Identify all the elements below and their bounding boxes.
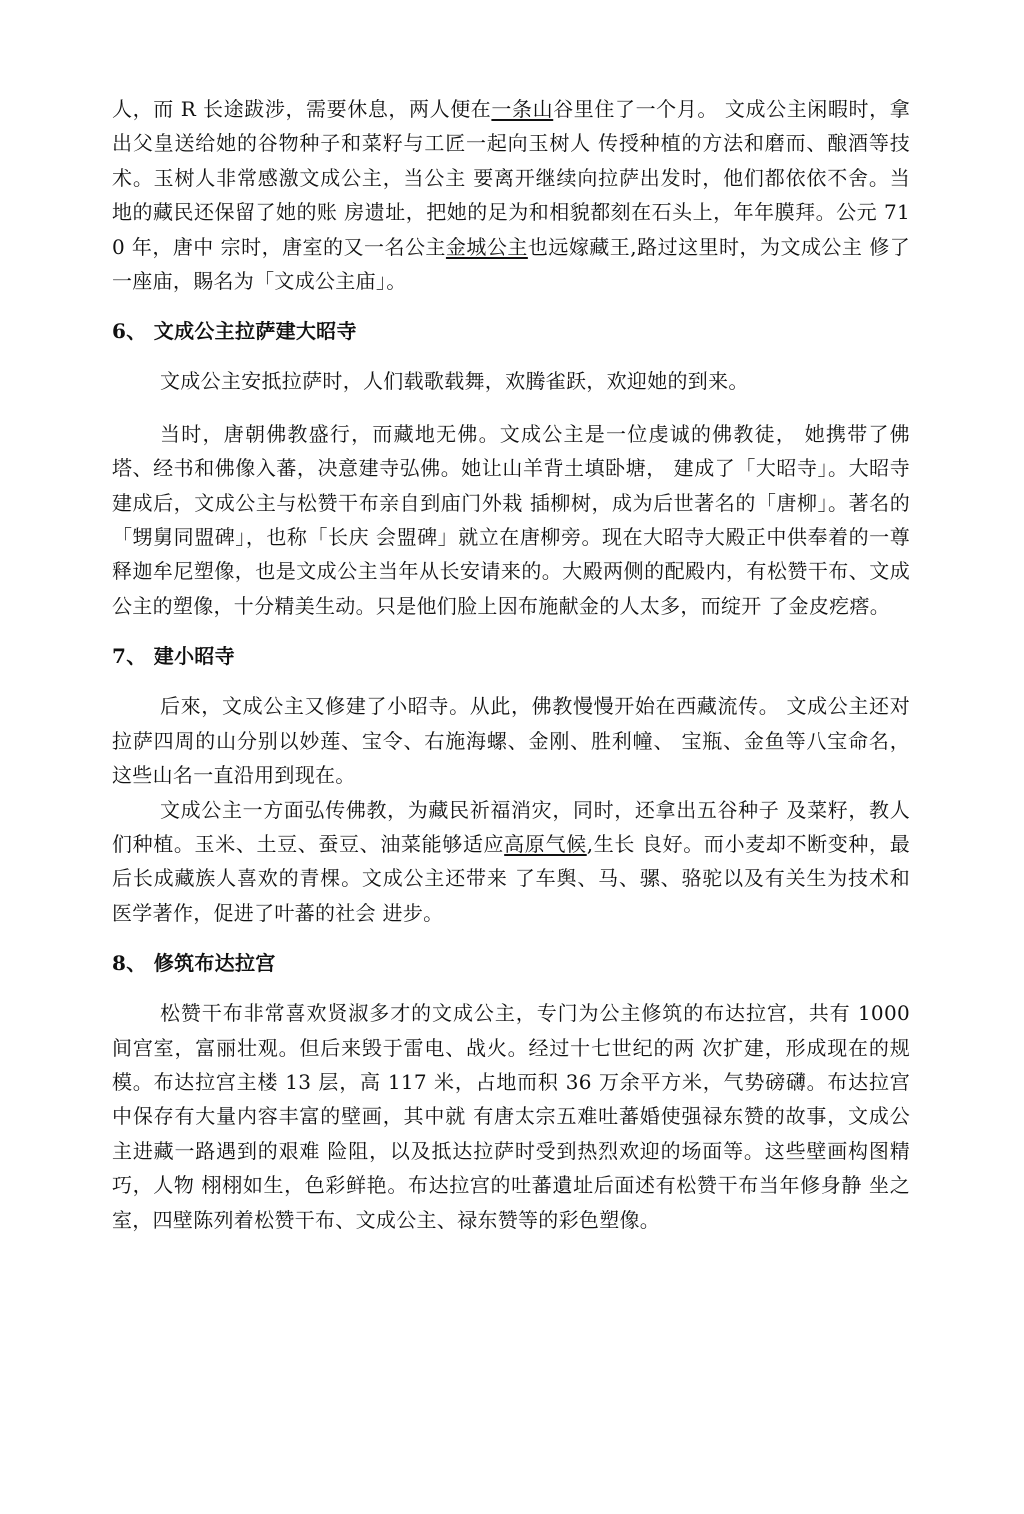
- paragraph-ramoche: 后來，文成公主又修建了小昭寺。从此，佛教慢慢开始在西藏流传。 文成公主还对拉萨四周的山分别以妙莲、宝令、右施海螺、金刚、胜利幢、 宝瓶、金鱼等八宝命名，这些山名一直沿用到现在。: [112, 694, 910, 788]
- paragraph-text: 人，而 R 长途跋涉，需要休息，两人便在: [112, 97, 492, 121]
- paragraph-text: 也远嫁藏王,路过这里时，为文成公主 修了一座庙，賜名为「文成公主庙」。: [112, 234, 911, 294]
- paragraph-jokhang: 当时，唐朝佛教盛行，而藏地无佛。文成公主是一位虔诚的佛教徒， 她携带了佛塔、经书和佛像入蕃，决意建寺弘佛。她让山羊背土填卧塘， 建成了「大昭寺」。大昭寺建成后，文成公主与松赞干布亲自到庙门外栽 插柳树，成为后世著名的「唐柳」。著名的「甥舅同盟碑」，也称「长庆 会盟碑」就立在唐柳旁。现在大昭寺大殿正中供奉着的一尊释迦牟尼塑像，也是文成公主当年从长安请来的。大殿两侧的配殿内，有松赞干布、文成 公主的塑像，十分精美生动。只是他们脸上因布施献金的人太多，而绽开 了金皮疙瘩。: [112, 421, 910, 618]
- paragraph-arrival: 文成公主安抵拉萨时，人们载歌载舞，欢腾雀跃，欢迎她的到来。: [160, 369, 749, 394]
- paragraph-text: 文成公主一方面弘传佛教，为藏民祈福消灾，同时，还拿出五谷种子 及菜籽，教人们种植。玉米、土豆、蚕豆、油菜能够适应: [112, 797, 910, 856]
- section-heading-8: 8、 修筑布达拉宫: [112, 951, 276, 976]
- link-plateau-climate[interactable]: 高原气候: [504, 831, 587, 856]
- link-yitiaoshan[interactable]: 一条山: [491, 97, 554, 121]
- paragraph-agriculture: [112, 793, 910, 931]
- section-heading-6: 6、 文成公主拉萨建大昭寺: [112, 319, 357, 344]
- paragraph-yushu: [112, 92, 910, 298]
- link-jincheng-princess[interactable]: 金城公主: [445, 234, 528, 259]
- paragraph-text: 谷里住了一个月。 文成公主闲暇时，拿出父皇送给她的谷物种子和菜籽与工匠一起向玉树人 传授种植的方法和磨而、酿酒等技术。玉树人非常感激文成公主，当公主 要离开继续向拉萨出发时，他们都依依不舍。当地的藏民还保留了她的账 房遗址，把她的足为和相貌都刻在石头上，年年膜拜。公元 710 年，唐中 宗时，唐室的又一名公主: [112, 97, 910, 259]
- section-heading-7: 7、 建小昭寺: [112, 644, 235, 669]
- paragraph-potala: 松赞干布非常喜欢贤淑多才的文成公主，专门为公主修筑的布达拉宫，共有 1000 间宫室，富丽壮观。但后来毁于雷电、战火。经过十七世纪的两 次扩建，形成现在的规模。布达拉宫主楼 13 层，高 117 米，占地而积 36 万余平方米，气势磅礴。布达拉宫中保存有大量内容丰富的壁画，其中就 有唐太宗五难吐蕃婚使强禄东赞的故事，文成公主进藏一路遇到的艰难 险阻，以及抵达拉萨时受到热烈欢迎的场面等。这些壁画构图精巧，人物 栩栩如生，色彩鲜艳。布达拉宫的吐蕃遺址后面述有松赞干布当年修身静 坐之室，四壁陈列着松赞干布、文成公主、禄东赞等的彩色塑像。: [112, 1001, 910, 1232]
- paragraph-text: ,生长 良好。而小麦却不断变种，最后长成藏族人喜欢的青棵。文成公主还带来 了车舆、马、骡、骆驼以及有关生为技术和医学著作，促进了叶蕃的社会 进步。: [112, 831, 910, 925]
